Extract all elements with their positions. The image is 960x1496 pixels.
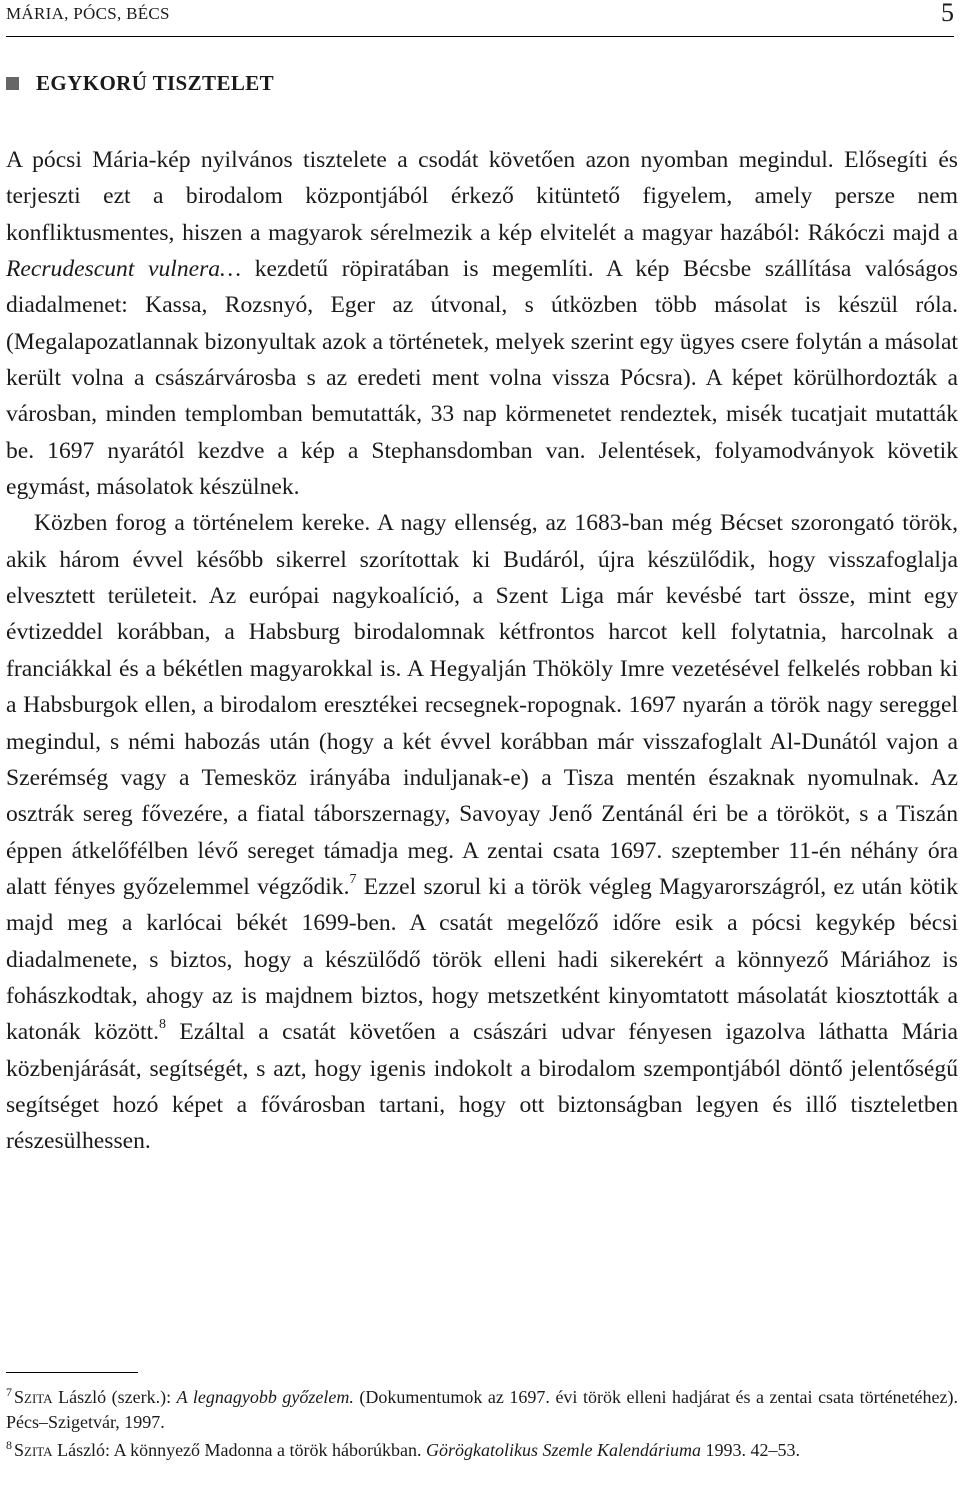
page-header xyxy=(6,0,954,37)
footnote-number: 7 xyxy=(6,1385,12,1399)
paragraph-1 xyxy=(6,142,958,505)
footnote-7 xyxy=(6,1385,958,1435)
page-number: 5 xyxy=(941,0,954,27)
body-text xyxy=(6,142,958,1160)
footnote-title: Görögkatolikus Szemle Kalendáriuma xyxy=(426,1440,701,1460)
footnote-title: A legnagyobb győzelem. xyxy=(176,1387,354,1407)
paragraph-2-part-b: Ezzel szorul ki a török végleg Magyarországról, ez után kötik majd meg a karlócai békét 1699-ben. A csatát megelőző időre esik a pócsi kegykép bécsi diadalmenete, s biztos, hogy a készülődő török elleni hadi sikerekért a könnyező Máriához is fohászkodtak, ahogy az is majdnem biztos, hogy metszetként kinyomtatott másolatát kiosztották a katonák között. xyxy=(6,873,959,1046)
footnote-text-b: (Dokumentumok az 1697. évi török elleni hadjárat és a zentai csata történetéhez). Pécs–Szigetvár, 1997. xyxy=(6,1387,959,1432)
footnote-text-b: 1993. 42–53. xyxy=(700,1440,800,1460)
footnote-author: Szita xyxy=(14,1387,53,1407)
paragraph-2 xyxy=(6,505,958,1159)
footnote-number: 8 xyxy=(6,1438,12,1452)
footnote-ref-7[interactable]: 7 xyxy=(349,872,357,888)
work-title-italic: Recrudescunt vulnera… xyxy=(6,256,242,283)
paragraph-2-part-a: Közben forog a történelem kereke. A nagy ellenség, az 1683-ban még Bécset szorongató török, akik három évvel később sikerrel szorítottak ki Budáról, újra készülődik, hogy visszafoglalja elvesztett területeit. Az európai nagykoalíció, a Szent Liga már kevésbé tart össze, mint egy évtizeddel korábban, a Habsburg birodalomnak kétfrontos harcot kell folytatnia, harcolnak a franciákkal és a békétlen magyarokkal is. A Hegyalján Thököly Imre vezetésével felkelés robban ki a Habsburgok ellen, a birodalom eresztékei recsegnek-ropognak. 1697 nyarán a török nagy sereggel megindul, s némi habozás után (hogy a két évvel korábban már visszafoglalt Al-Dunától vajon a Szerémség vagy a Temesköz irányába induljanak-e) a Tisza mentén északnak nyomulnak. Az osztrák sereg fővezére, a fiatal táborszernagy, Savoyay Jenő Zentánál éri be a törököt, s a Tiszán éppen átkelőfélben lévő sereget támadja meg. A zentai csata 1697. szeptember 11-én néhány óra alatt fényes győzelemmel végződik. xyxy=(6,510,958,900)
footnote-text-a: László (szerk.): xyxy=(52,1387,177,1407)
paragraph-1-part-b: kezdetű röpiratában is megemlíti. A kép Bécsbe szállítása valóságos diadalmenet: Kassa, Rozsnyó, Eger az útvonal, s útközben több másolat is készül róla. (Megalapozatlannak bizonyultak azok a történetek, melyek szerint egy ügyes csere folytán a másolat került volna a császárvárosba s az eredeti ment volna vissza Pócsra). A képet körülhordozták a városban, minden templomban bemutatták, 33 nap körmenetet rendeztek, misék tucatjait mutatták be. 1697 nyarától kezdve a kép a Stephansdomban van. Jelentések, folyamodványok követik egymást, másolatok készülnek. xyxy=(6,256,958,501)
running-title: MÁRIA, PÓCS, BÉCS xyxy=(6,4,170,23)
footnote-text-a: László: A könnyező Madonna a török háborúkban. xyxy=(52,1440,426,1460)
section-heading xyxy=(6,71,274,96)
section-title: EGYKORÚ TISZTELET xyxy=(36,71,275,95)
paragraph-1-part-a: A pócsi Mária-kép nyilvános tisztelete a csodát követően azon nyomban megindul. Elősegíti és terjeszti ezt a birodalom központjából érkező kitüntető figyelem, amely persze nem konfliktusmentes, hiszen a magyarok sérelmezik a kép elvitelét a magyar hazából: Rákóczi majd a xyxy=(6,147,958,246)
footnotes xyxy=(6,1385,958,1463)
paragraph-2-part-c: Ezáltal a csatát követően a császári udvar fényesen igazolva láthatta Mária közbenjárását, segítségét, s azt, hogy igenis indokolt a birodalom szempontjából döntő jelentőségű segítséget hozó képet a fővárosban tartani, hogy ott biztonságban legyen és illő tiszteletben részesülhessen. xyxy=(6,1019,958,1155)
footnote-ref-8[interactable]: 8 xyxy=(158,1017,166,1033)
footnote-author: Szita xyxy=(14,1440,53,1460)
square-bullet-icon xyxy=(6,77,19,90)
footnote-8 xyxy=(6,1438,958,1463)
footnote-divider xyxy=(6,1372,138,1373)
